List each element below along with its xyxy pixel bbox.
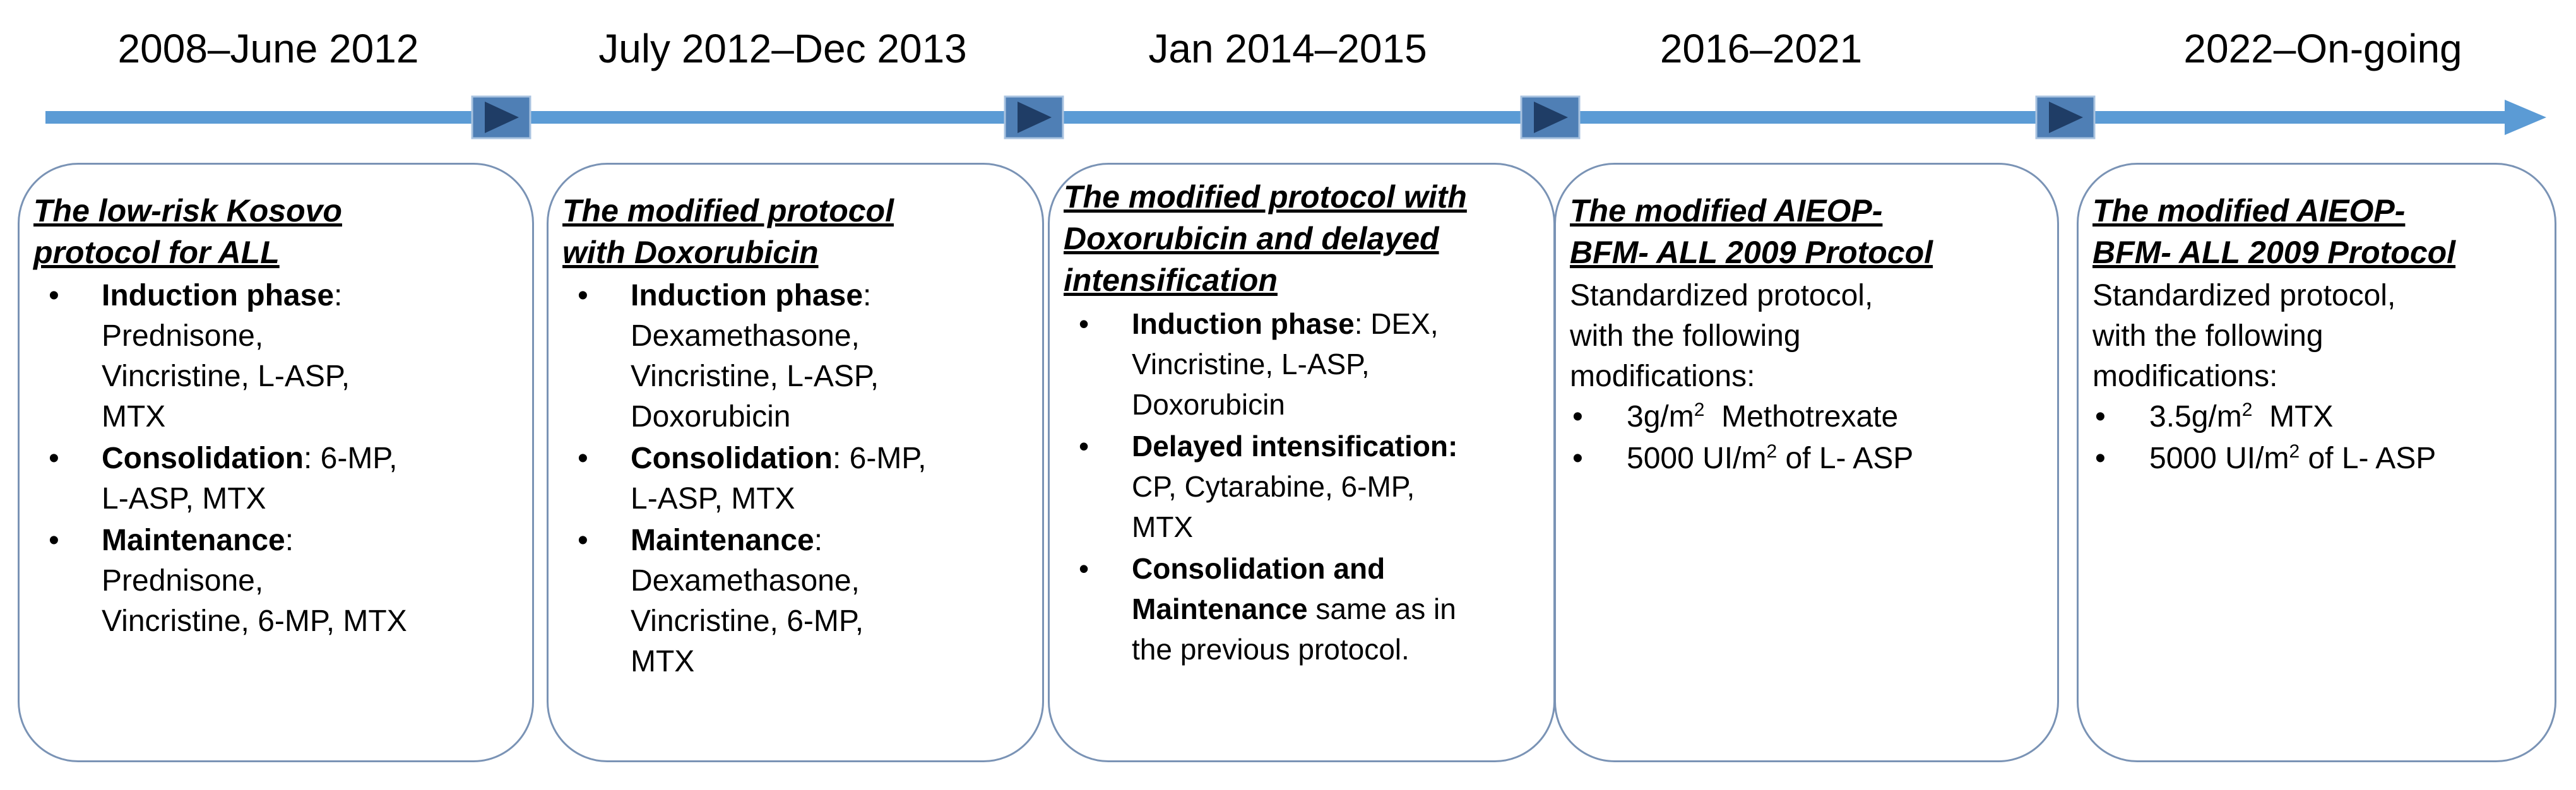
list-item: • Consolidation and Maintenance same as in the previous protocol. xyxy=(1079,552,1456,666)
timeline-arrowhead xyxy=(2505,100,2546,135)
protocol-title: The modified AIEOP- BFM- ALL 2009 Protocol xyxy=(1570,193,1933,270)
list-item: • Induction phase: Prednisone, Vincristine, L-ASP, MTX xyxy=(49,279,350,433)
timeline-marker-3 xyxy=(1521,97,1579,138)
timeline-marker-4 xyxy=(2036,97,2094,138)
modification-list xyxy=(1570,397,2045,479)
list-item: • Maintenance: Dexamethasone, Vincristine, 6-MP, MTX xyxy=(578,524,864,678)
list-item: • Consolidation: 6-MP, L-ASP, MTX xyxy=(49,442,398,516)
protocol-phase-list xyxy=(562,276,1030,682)
list-item: • Maintenance: Prednisone, Vincristine, 6-MP, MTX xyxy=(49,524,407,638)
list-item: • 5000 $UI/m^2$ of L- ASP xyxy=(1572,441,1914,475)
list-item: • Consolidation: 6-MP, L-ASP, MTX xyxy=(578,442,927,516)
protocol-title: The modified AIEOP- BFM- ALL 2009 Protocol xyxy=(2092,193,2456,270)
protocol-title: The modified protocol with Doxorubicin xyxy=(562,193,894,270)
protocol-phase-list xyxy=(33,276,519,642)
timeline-bar xyxy=(45,111,2507,124)
period-label-3: Jan 2014–2015 xyxy=(1148,26,1427,71)
timeline-arrow xyxy=(0,0,2576,164)
protocol-box-4 xyxy=(1554,163,2059,762)
list-item: • 5000 $UI/m^2$ of L- ASP xyxy=(2095,441,2437,475)
timeline-marker-1 xyxy=(472,97,530,138)
protocol-box-3 xyxy=(1048,163,1555,762)
protocol-phase-list xyxy=(1064,304,1541,669)
list-item: • Induction phase: Dexamethasone, Vincristine, L-ASP, Doxorubicin xyxy=(578,279,879,433)
timeline-marker-2 xyxy=(1005,97,1063,138)
period-label-2: July 2012–Dec 2013 xyxy=(598,26,967,71)
period-label-1: 2008–June 2012 xyxy=(117,26,419,71)
protocol-box-1 xyxy=(18,163,534,762)
protocol-box-5 xyxy=(2077,163,2556,762)
period-label-4: 2016–2021 xyxy=(1659,26,1863,71)
protocol-title: The low-risk Kosovo protocol for ALL xyxy=(33,193,342,270)
list-item: • $3.5g/m^2$ MTX xyxy=(2095,399,2334,433)
protocol-description: Standardized protocol, with the following modifications: xyxy=(2092,279,2396,393)
protocol-description: Standardized protocol, with the following modifications: xyxy=(1570,279,1873,393)
list-item: • $3g/m^2$ Methotrexate xyxy=(1572,399,1899,433)
list-item: • Delayed intensification: CP, Cytarabine, 6-MP, MTX xyxy=(1079,430,1458,543)
period-label-5: 2022–On-going xyxy=(2183,26,2462,71)
modification-list xyxy=(2092,397,2542,479)
protocol-box-2 xyxy=(547,163,1044,762)
protocol-title: The modified protocol with Doxorubicin and delayed intensification xyxy=(1064,179,1467,298)
list-item: • Induction phase: DEX, Vincristine, L-ASP, Doxorubicin xyxy=(1079,307,1439,421)
